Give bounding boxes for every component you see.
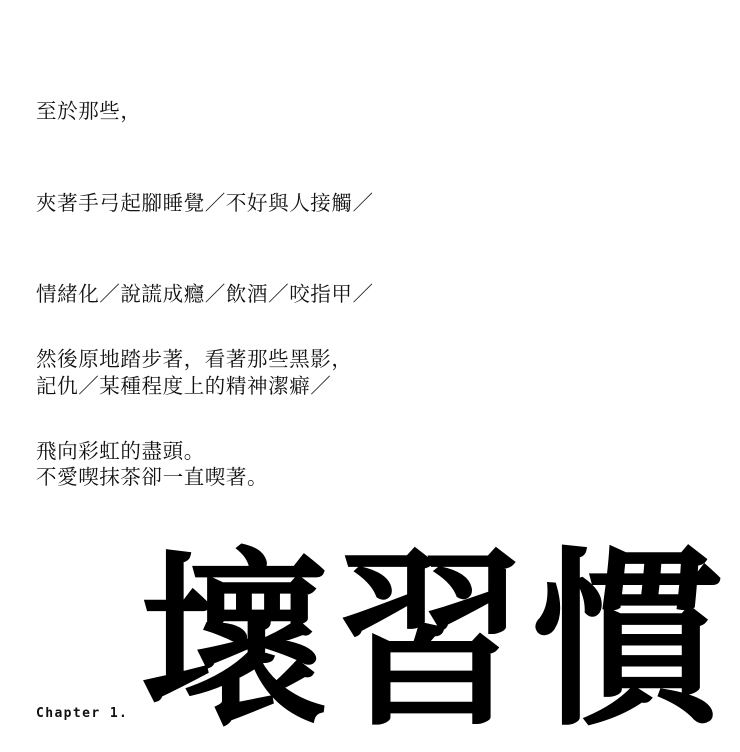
chapter-label: Chapter 1.: [36, 706, 129, 721]
poem-line: 夾著手弓起腳睡覺／不好與人接觸／: [36, 192, 374, 215]
poem-stanza-two: [36, 284, 353, 528]
poem-line: 飛向彩虹的盡頭。: [36, 440, 205, 463]
poem-line: 不愛喫抹茶卻一直喫著。: [36, 467, 269, 489]
poem-line: 然後原地踏步著，看著那些黑影，: [36, 349, 353, 371]
poem-line: 記仇／某種程度上的精神潔癖／: [36, 375, 332, 398]
poem-line: 情緒化／說謊成癮／飲酒／咬指甲／: [36, 284, 374, 306]
poem-line: 至於那些，: [36, 101, 142, 123]
chapter-title: 壞習慣: [140, 529, 729, 752]
